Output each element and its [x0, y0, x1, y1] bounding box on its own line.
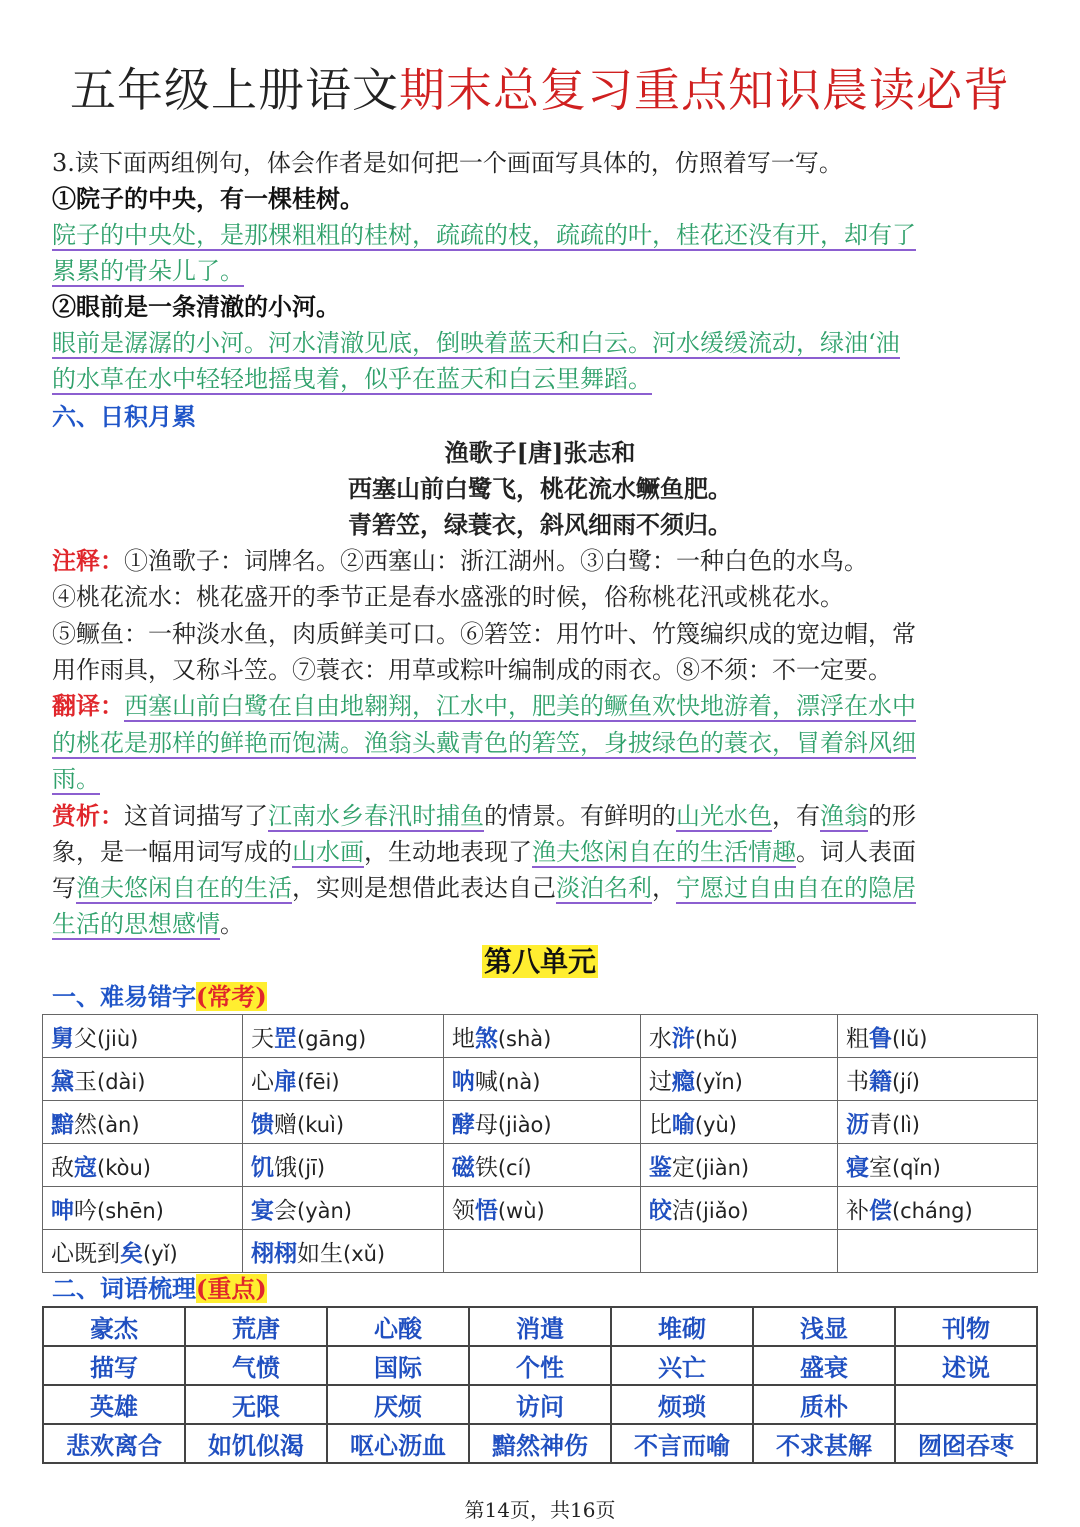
key-char: 鲁 — [868, 1024, 892, 1052]
word-cell: 悲欢离合 — [43, 1424, 185, 1463]
pinyin: (shēn) — [97, 1198, 164, 1223]
char-text: 铁 — [474, 1154, 498, 1181]
key-char: 磁 — [451, 1153, 475, 1181]
word-cell: 荒唐 — [185, 1307, 327, 1346]
word-cell: 国际 — [327, 1346, 469, 1385]
char-cell — [837, 1187, 1037, 1230]
table-row — [43, 1015, 1038, 1058]
char-cell — [243, 1058, 444, 1101]
word-cell: 呕心沥血 — [327, 1424, 469, 1463]
word-cell: 刊物 — [895, 1307, 1037, 1346]
table-row — [43, 1385, 1037, 1424]
unit8-title: 第八单元 — [483, 945, 596, 978]
char-cell — [43, 1230, 243, 1273]
notes-line-1: ①渔歌子：词牌名。②西塞山：浙江湖州。③白鹭：一种白色的水鸟。 — [124, 547, 868, 575]
word-cell: 描写 — [43, 1346, 185, 1385]
char-cell — [837, 1058, 1037, 1101]
notes-line-2: ④桃花流水：桃花盛开的季节正是春水盛涨的时候，俗称桃花汛或桃花水。 — [52, 583, 844, 611]
pinyin: (yù) — [694, 1112, 737, 1137]
chars-heading-tag: (常考) — [196, 982, 267, 1011]
pinyin: (yǐ) — [143, 1241, 178, 1266]
table-row — [43, 1307, 1037, 1346]
key-char: 皎 — [648, 1196, 672, 1224]
key-char: 呐 — [451, 1067, 475, 1095]
word-cell: 囫囵吞枣 — [895, 1424, 1037, 1463]
char-cell — [43, 1058, 243, 1101]
pinyin: (yàn) — [297, 1198, 352, 1223]
char-cell — [443, 1187, 640, 1230]
key-char: 酵 — [451, 1110, 475, 1138]
word-cell: 堆砌 — [611, 1307, 753, 1346]
word-cell: 访问 — [469, 1385, 611, 1424]
char-cell — [443, 1058, 640, 1101]
word-cell: 述说 — [895, 1346, 1037, 1385]
char-cell — [837, 1144, 1037, 1187]
char-text: 天 — [251, 1025, 274, 1052]
text-run: 的情景。有鲜明的 — [484, 802, 676, 830]
pinyin: (xǔ) — [343, 1241, 386, 1266]
key-char: 黯 — [51, 1110, 74, 1138]
key-phrase: 渔夫悠闲自在的生活 — [76, 874, 292, 902]
char-text: 室 — [868, 1154, 892, 1181]
appreciation-label: 赏析： — [52, 801, 124, 830]
key-phrase: 渔夫悠闲自在的生活情趣 — [532, 838, 796, 866]
key-char: 鉴 — [648, 1153, 672, 1181]
char-cell — [640, 1187, 837, 1230]
word-cell: 质朴 — [753, 1385, 895, 1424]
pinyin: (lì) — [891, 1112, 920, 1137]
key-char: 浒 — [671, 1024, 695, 1052]
char-text: 领 — [451, 1197, 475, 1224]
chars-heading — [52, 980, 267, 1014]
pinyin: (nà) — [497, 1069, 541, 1094]
q3-answer-2-line-1: 眼前是潺潺的小河。河水清澈见底，倒映着蓝天和白云。河水缓缓流动，绿油‘油 — [52, 329, 900, 357]
char-cell — [43, 1015, 243, 1058]
table-row — [43, 1101, 1038, 1144]
text-run: 。词人表面 — [796, 838, 916, 866]
word-cell: 厌烦 — [327, 1385, 469, 1424]
word-cell: 如饥似渴 — [185, 1424, 327, 1463]
notes-line-4: 用作雨具，又称斗笠。⑦蓑衣：用草或粽叶编制成的雨衣。⑧不须：不一定要。 — [52, 656, 892, 684]
key-char: 悟 — [474, 1196, 498, 1224]
pinyin: (fēi) — [297, 1069, 340, 1094]
pinyin: (jiàn) — [694, 1155, 750, 1180]
word-cell: 烦琐 — [611, 1385, 753, 1424]
pinyin: (hǔ) — [694, 1026, 738, 1051]
char-cell — [640, 1101, 837, 1144]
char-text: 心 — [251, 1068, 274, 1095]
char-text: 父 — [74, 1025, 97, 1052]
key-char: 饥 — [251, 1153, 274, 1181]
pinyin: (cháng) — [891, 1198, 973, 1223]
key-char: 喻 — [671, 1110, 695, 1138]
key-phrase: 生活的思想感情 — [52, 910, 220, 938]
pinyin: (kòu) — [97, 1155, 151, 1180]
char-text: 粗 — [845, 1025, 869, 1052]
char-cell — [243, 1187, 444, 1230]
char-text: 地 — [451, 1025, 475, 1052]
word-cell: 个性 — [469, 1346, 611, 1385]
table-row — [43, 1058, 1038, 1101]
appreciation-line-3 — [52, 871, 916, 905]
key-phrase: 宁愿过自由自在的隐居 — [676, 874, 916, 902]
notes-label: 注释： — [52, 546, 124, 575]
key-char: 扉 — [274, 1067, 297, 1095]
char-cell — [443, 1144, 640, 1187]
chars-heading-text: 一、难易错字 — [52, 982, 196, 1011]
text-run: ， — [652, 874, 676, 902]
pinyin: (jiù) — [97, 1026, 139, 1051]
page-number: 第14页，共16页 — [464, 1498, 616, 1522]
appreciation-line-1 — [52, 799, 916, 833]
char-cell — [640, 1058, 837, 1101]
char-cell — [837, 1230, 1037, 1273]
appreciation-line-2 — [52, 835, 916, 869]
key-char: 呻 — [51, 1196, 74, 1224]
text-run: ，生动地表现了 — [364, 838, 532, 866]
pinyin: (àn) — [97, 1112, 140, 1137]
char-cell — [837, 1015, 1037, 1058]
key-phrase: 江南水乡春汛时捕鱼 — [268, 802, 484, 830]
table-row — [43, 1144, 1038, 1187]
text-run: ，有 — [772, 802, 820, 830]
text-run: 这首词描写了 — [124, 802, 268, 830]
char-cell — [43, 1101, 243, 1144]
key-char: 黛 — [51, 1067, 74, 1095]
translation-line-3: 雨。 — [52, 765, 100, 793]
char-text: 过 — [648, 1068, 672, 1095]
key-char: 罡 — [274, 1024, 297, 1052]
key-char: 寇 — [74, 1153, 97, 1181]
key-char: 栩栩 — [251, 1239, 297, 1267]
key-char: 寝 — [845, 1153, 869, 1181]
word-cell — [895, 1385, 1037, 1424]
key-char: 偿 — [868, 1196, 892, 1224]
char-cell — [837, 1101, 1037, 1144]
char-text: 饿 — [274, 1154, 297, 1181]
char-text: 心既到 — [51, 1240, 120, 1267]
text-run: 象，是一幅用词写成的 — [52, 838, 292, 866]
char-text: 母 — [474, 1111, 498, 1138]
char-cell — [243, 1230, 444, 1273]
char-cell — [443, 1015, 640, 1058]
q3-prompt: 3.读下面两组例句，体会作者是如何把一个画面写具体的，仿照着写一写。 — [52, 149, 843, 177]
pinyin: (wù) — [497, 1198, 545, 1223]
pinyin: (dài) — [97, 1069, 146, 1094]
char-text: 定 — [671, 1154, 695, 1181]
key-phrase: 渔翁 — [820, 802, 868, 830]
word-cell: 豪杰 — [43, 1307, 185, 1346]
char-cell — [443, 1101, 640, 1144]
char-text: 青 — [868, 1111, 892, 1138]
char-text: 赠 — [274, 1111, 297, 1138]
poem-title: 渔歌子[唐]张志和 — [444, 438, 636, 467]
text-run: ，实则是想借此表达自己 — [292, 874, 556, 902]
char-text: 比 — [648, 1111, 672, 1138]
char-cell — [443, 1230, 640, 1273]
pinyin: (yǐn) — [694, 1069, 743, 1094]
translation-line-2: 的桃花是那样的鲜艳而饱满。渔翁头戴青色的箬笠，身披绿色的蓑衣，冒着斜风细 — [52, 729, 916, 757]
char-text: 吟 — [74, 1197, 97, 1224]
pinyin: (qǐn) — [891, 1155, 941, 1180]
key-char: 瘾 — [671, 1067, 695, 1095]
words-heading — [52, 1272, 267, 1306]
q3-answer-1-line-1: 院子的中央处，是那棵粗粗的桂树，疏疏的枝，疏疏的叶，桂花还没有开，却有了 — [52, 221, 916, 249]
char-text: 补 — [845, 1197, 869, 1224]
char-text: 书 — [845, 1068, 869, 1095]
key-char: 馈 — [251, 1110, 274, 1138]
word-cell: 英雄 — [43, 1385, 185, 1424]
char-text: 洁 — [671, 1197, 695, 1224]
q3-answer-1-line-2: 累累的骨朵儿了。 — [52, 257, 244, 285]
word-cell: 黯然神伤 — [469, 1424, 611, 1463]
key-char: 沥 — [845, 1110, 869, 1138]
char-cell — [243, 1015, 444, 1058]
word-cell: 消遣 — [469, 1307, 611, 1346]
word-cell: 心酸 — [327, 1307, 469, 1346]
key-phrase: 山光水色 — [676, 802, 772, 830]
pinyin: (kuì) — [297, 1112, 345, 1137]
text-run: 的形 — [868, 802, 916, 830]
table-row — [43, 1346, 1037, 1385]
word-cell: 浅显 — [753, 1307, 895, 1346]
appreciation-line-4 — [52, 907, 244, 941]
vocabulary-table — [42, 1306, 1038, 1464]
char-text: 敌 — [51, 1154, 74, 1181]
char-text: 然 — [74, 1111, 97, 1138]
char-cell — [243, 1144, 444, 1187]
char-text: 玉 — [74, 1068, 97, 1095]
char-cell — [640, 1144, 837, 1187]
key-char: 宴 — [251, 1196, 274, 1224]
translation-line-1: 西塞山前白鹭在自由地翱翔，江水中，肥美的鳜鱼欢快地游着，漂浮在水中 — [124, 692, 916, 720]
table-row — [43, 1424, 1037, 1463]
words-heading-text: 二、词语梳理 — [52, 1274, 196, 1303]
text-run: 。 — [220, 910, 244, 938]
poem-line-1: 西塞山前白鹭飞，桃花流水鳜鱼肥。 — [348, 474, 732, 503]
q3-sentence-1: ①院子的中央，有一棵桂树。 — [52, 184, 364, 213]
char-cell — [640, 1015, 837, 1058]
words-heading-tag: (重点) — [196, 1274, 267, 1303]
char-text: 喊 — [474, 1068, 498, 1095]
pinyin: (jiào) — [497, 1112, 552, 1137]
notes-line-3: ⑤鳜鱼：一种淡水鱼，肉质鲜美可口。⑥箬笠：用竹叶、竹篾编织成的宽边帽，常 — [52, 620, 916, 648]
title-black: 五年级上册语文 — [70, 63, 399, 117]
poem-line-2: 青箬笠，绿蓑衣，斜风细雨不须归。 — [348, 510, 732, 539]
char-text: 如生 — [297, 1240, 343, 1267]
key-char: 舅 — [51, 1024, 74, 1052]
pinyin: (cí) — [497, 1155, 532, 1180]
word-cell: 气愤 — [185, 1346, 327, 1385]
q3-sentence-2: ②眼前是一条清澈的小河。 — [52, 292, 340, 321]
pinyin: (jí) — [891, 1069, 920, 1094]
section6-heading: 六、日积月累 — [52, 402, 196, 431]
key-char: 矣 — [120, 1239, 143, 1267]
pinyin: (jī) — [297, 1155, 326, 1180]
char-cell — [243, 1101, 444, 1144]
char-text: 会 — [274, 1197, 297, 1224]
error-prone-chars-table — [42, 1014, 1038, 1273]
pinyin: (gāng) — [297, 1026, 367, 1051]
char-text: 水 — [648, 1025, 672, 1052]
word-cell: 盛衰 — [753, 1346, 895, 1385]
key-char: 籍 — [868, 1067, 892, 1095]
word-cell: 兴亡 — [611, 1346, 753, 1385]
table-row — [43, 1230, 1038, 1273]
q3-answer-2-line-2: 的水草在水中轻轻地摇曳着，似乎在蓝天和白云里舞蹈。 — [52, 365, 652, 393]
char-cell — [43, 1144, 243, 1187]
word-cell: 不言而喻 — [611, 1424, 753, 1463]
table-row — [43, 1187, 1038, 1230]
word-cell: 不求甚解 — [753, 1424, 895, 1463]
translation-label: 翻译： — [52, 691, 124, 720]
char-cell — [640, 1230, 837, 1273]
pinyin: (jiǎo) — [694, 1198, 749, 1223]
pinyin: (lǔ) — [891, 1026, 928, 1051]
page-title — [0, 62, 1080, 118]
pinyin: (shà) — [497, 1026, 552, 1051]
key-char: 煞 — [474, 1024, 498, 1052]
key-phrase: 山水画 — [292, 838, 364, 866]
title-red: 期末总复习重点知识晨读必背 — [399, 63, 1010, 117]
char-cell — [43, 1187, 243, 1230]
key-phrase: 淡泊名利 — [556, 874, 652, 902]
word-cell: 无限 — [185, 1385, 327, 1424]
text-run: 写 — [52, 874, 76, 902]
